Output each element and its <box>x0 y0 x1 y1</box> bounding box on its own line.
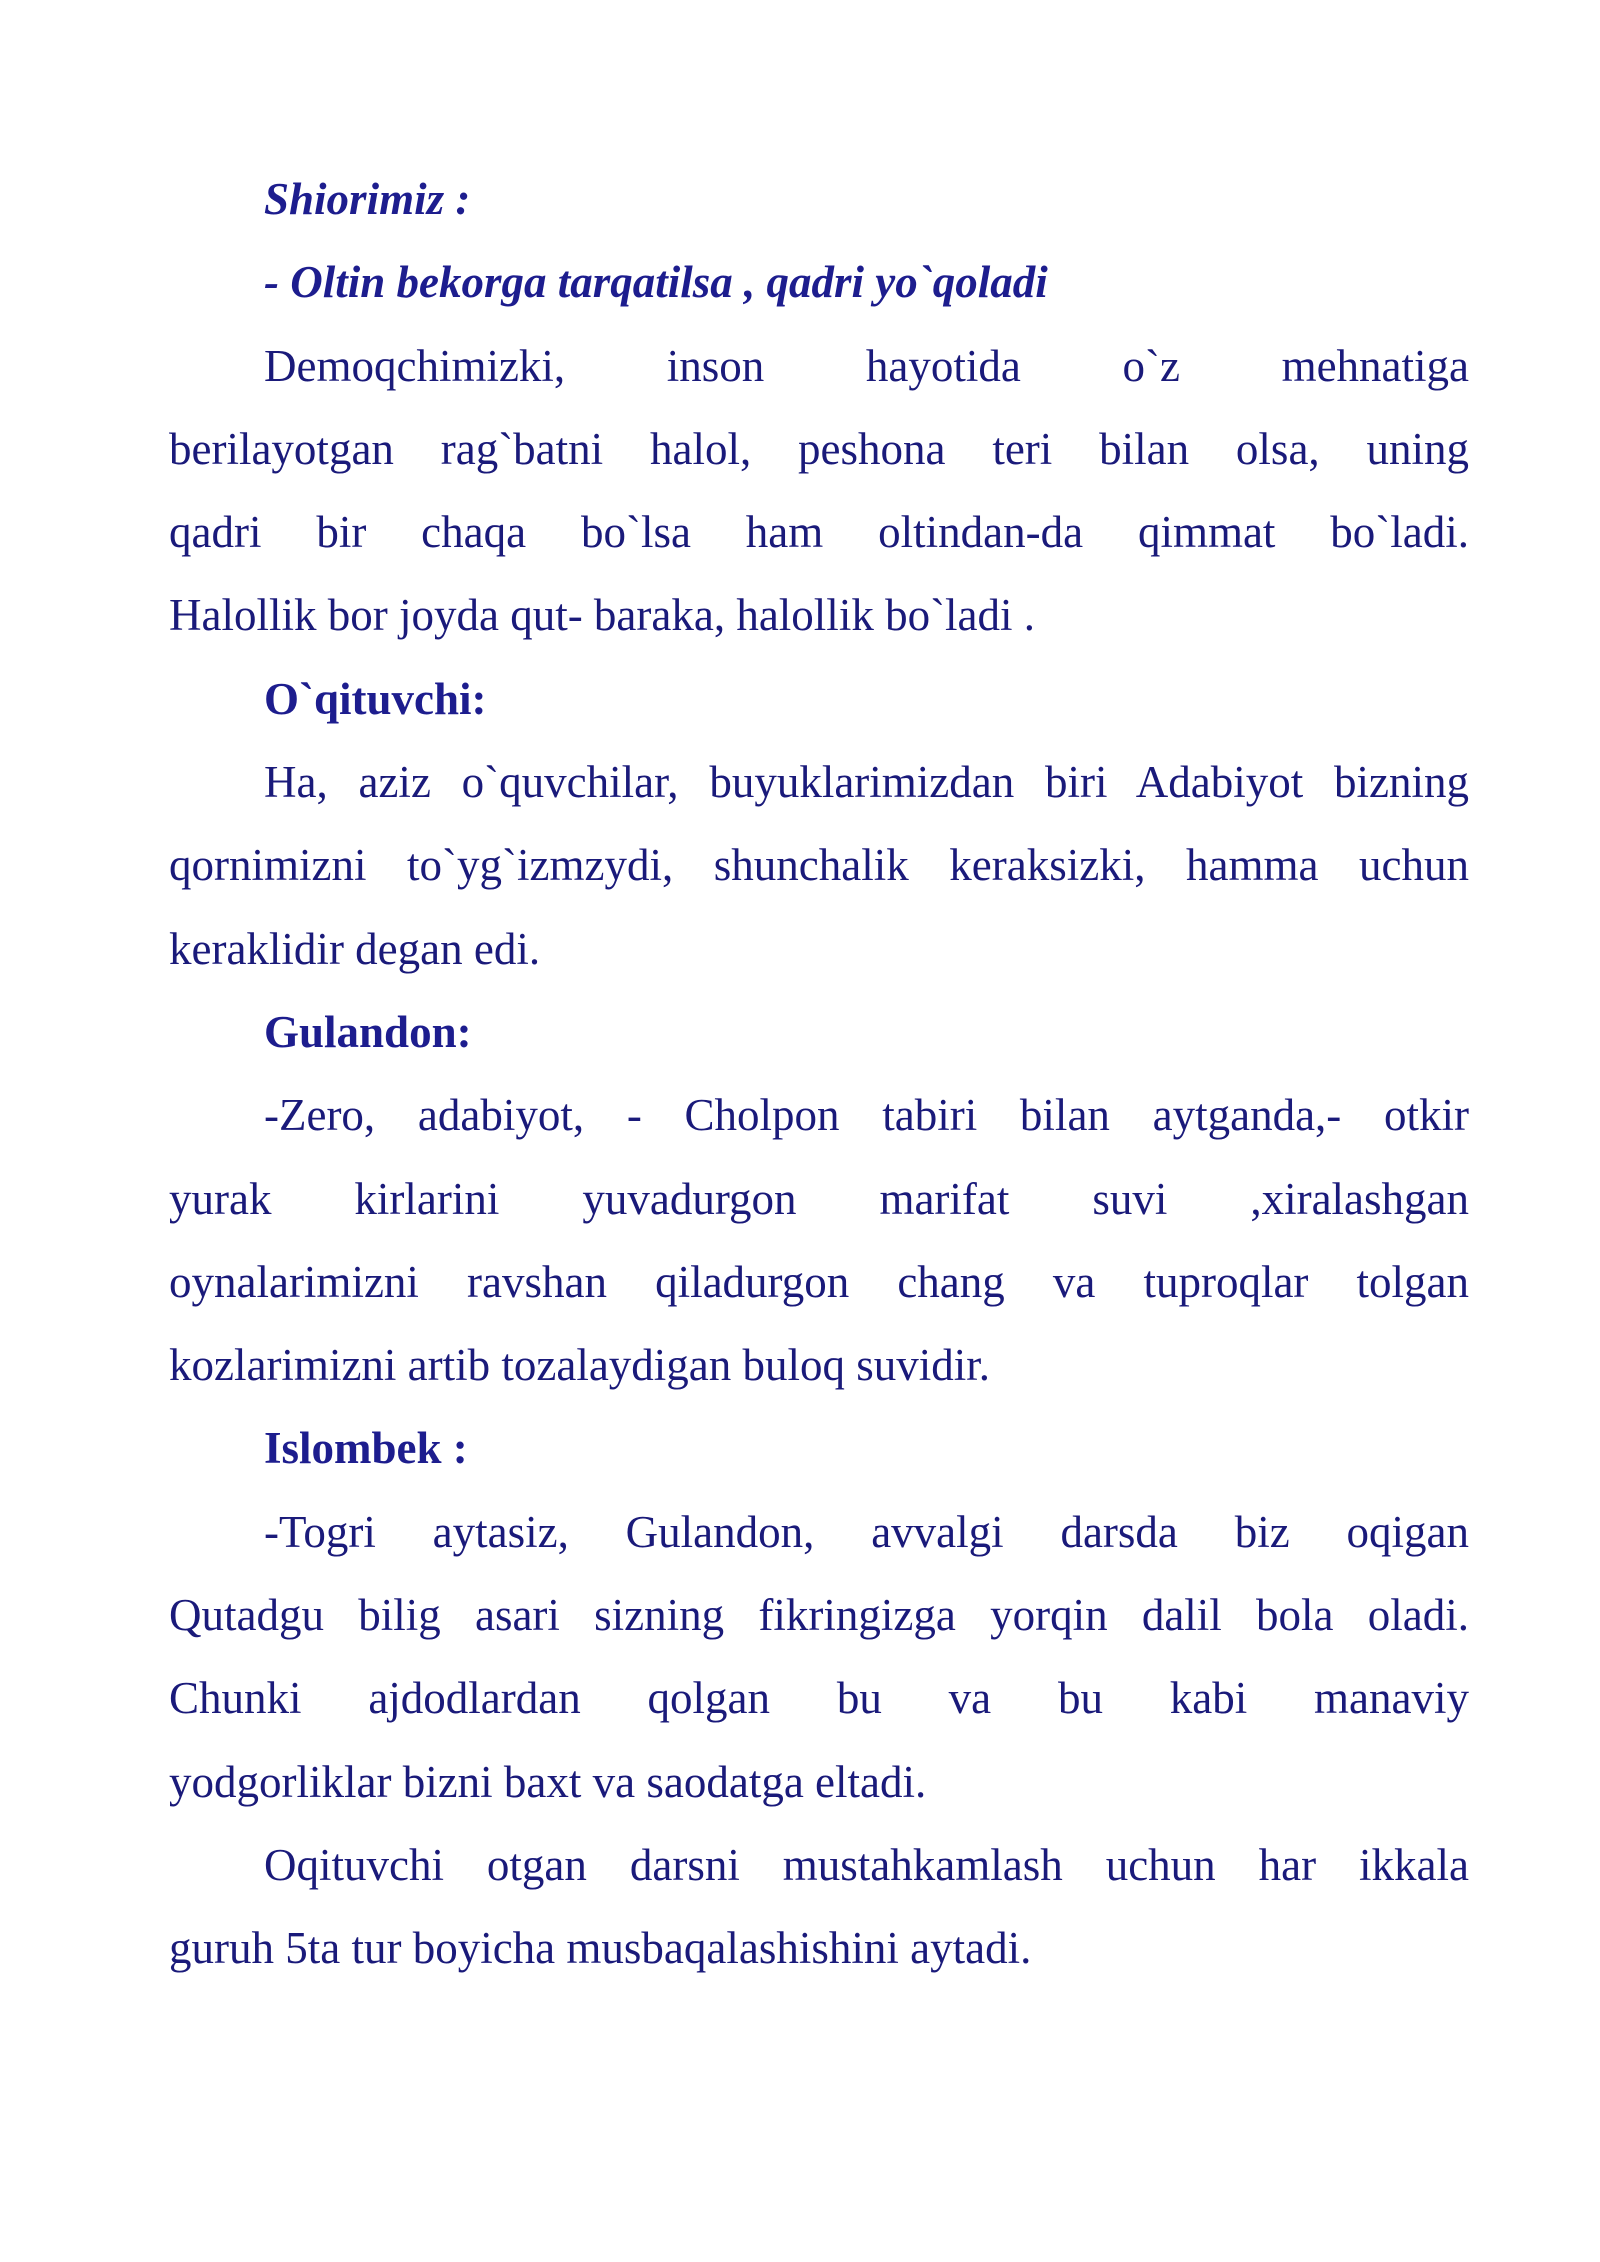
heading-text: Gulandon: <box>264 1006 472 1057</box>
text-line: berilayotgan rag`batni halol, peshona teri bilan olsa, uning <box>169 423 1469 474</box>
speaker-heading <box>169 991 1469 1074</box>
paragraph <box>169 1074 1469 1407</box>
speaker-heading <box>169 1407 1469 1490</box>
heading-text: Shiorimiz : <box>264 174 471 224</box>
text-line: yodgorliklar bizni baxt va saodatga eltadi. <box>169 1756 927 1807</box>
document-body <box>169 158 1469 1991</box>
text-line: kozlarimizni artib tozalaydigan buloq suvidir. <box>169 1340 991 1391</box>
text-line: -Togri aytasiz, Gulandon, avvalgi darsda biz oqigan <box>264 1506 1469 1557</box>
heading-text: Islombek : <box>264 1423 468 1474</box>
text-line: Qutadgu bilig asari sizning fikringizga yorqin dalil bola oladi. <box>169 1590 1469 1641</box>
paragraph <box>169 1824 1469 1991</box>
text-line: keraklidir degan edi. <box>169 923 541 974</box>
text-line: guruh 5ta tur boyicha musbaqalashishini aytadi. <box>169 1923 1032 1974</box>
text-line: qadri bir chaqa bo`lsa ham oltindan-da qimmat bo`ladi. <box>169 507 1469 558</box>
paragraph <box>169 741 1469 991</box>
speaker-heading <box>169 241 1469 324</box>
text-line: Ha, aziz o`quvchilar, buyuklarimizdan biri Adabiyot bizning <box>264 757 1469 808</box>
text-line: Halollik bor joyda qut- baraka, halollik bo`ladi . <box>169 590 1036 641</box>
heading-text: O`qituvchi: <box>264 673 487 724</box>
text-line: oynalarimizni ravshan qiladurgon chang va tuproqlar tolgan <box>169 1256 1469 1307</box>
text-line: -Zero, adabiyot, - Cholpon tabiri bilan aytganda,- otkir <box>264 1090 1469 1141</box>
text-line: yurak kirlarini yuvadurgon marifat suvi ,xiralashgan <box>169 1173 1469 1224</box>
text-line: qornimizni to`yg`izmzydi, shunchalik keraksizki, hamma uchun <box>169 840 1469 891</box>
text-line: Oqituvchi otgan darsni mustahkamlash uchun har ikkala <box>264 1839 1469 1890</box>
speaker-heading <box>169 158 1469 241</box>
speaker-heading <box>169 658 1469 741</box>
paragraph <box>169 1491 1469 1824</box>
heading-text: - Oltin bekorga tarqatilsa , qadri yo`qoladi <box>264 257 1048 308</box>
text-line: Chunki ajdodlardan qolgan bu va bu kabi manaviy <box>169 1673 1469 1724</box>
text-line: Demoqchimizki, inson hayotida o`z mehnatiga <box>264 340 1469 391</box>
paragraph <box>169 325 1469 658</box>
